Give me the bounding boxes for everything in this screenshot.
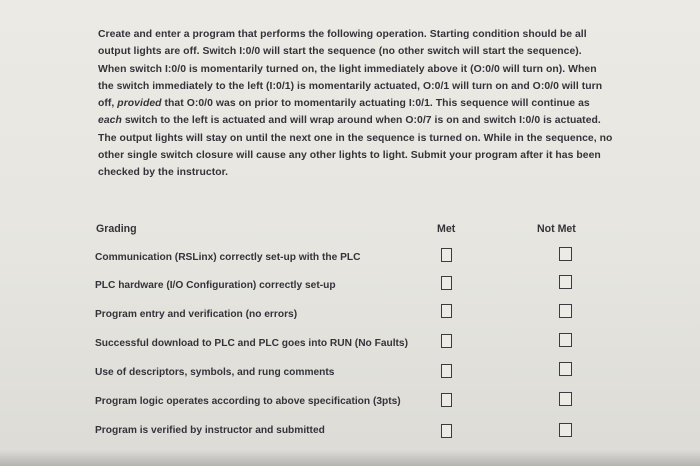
- met-checkbox-plc-hardware[interactable]: [441, 276, 452, 290]
- instruction-emphasis-each: each: [98, 115, 122, 127]
- instruction-line-6-end: switch to the left is actuated and will wrap around when O:0/7 is on and switch I:0/0 is actuated.: [121, 115, 601, 127]
- grading-item-program-entry: Program entry and verification (no errors): [95, 309, 298, 320]
- not-met-checkbox-descriptors[interactable]: [559, 362, 572, 376]
- met-checkbox-program-entry[interactable]: [441, 304, 452, 318]
- met-checkbox-communication[interactable]: [441, 248, 452, 262]
- instruction-line-7: The output lights will stay on until the next one in the sequence is turned on. While in the sequence, no: [98, 132, 613, 144]
- instruction-line-8: other single switch closure will cause any other lights to light. Submit your program after it has been: [98, 150, 601, 162]
- met-column-heading: Met: [437, 223, 456, 235]
- met-checkbox-download[interactable]: [441, 334, 452, 348]
- met-checkbox-verified[interactable]: [441, 424, 452, 438]
- assignment-instructions: [98, 26, 628, 182]
- met-checkbox-descriptors[interactable]: [441, 364, 452, 378]
- not-met-checkbox-program-entry[interactable]: [559, 304, 572, 318]
- not-met-checkbox-communication[interactable]: [559, 247, 572, 261]
- grading-item-descriptors: Use of descriptors, symbols, and rung comments: [95, 367, 335, 378]
- grading-item-communication: Communication (RSLinx) correctly set-up with the PLC: [95, 252, 361, 263]
- not-met-checkbox-program-logic[interactable]: [559, 392, 572, 406]
- met-checkbox-program-logic[interactable]: [441, 393, 452, 407]
- not-met-checkbox-verified[interactable]: [559, 423, 572, 437]
- instruction-line-1: Create and enter a program that performs the following operation. Starting condition should be all: [98, 29, 587, 40]
- instruction-line-5: [98, 95, 628, 112]
- instruction-line-3: When switch I:0/0 is momentarily turned on, the light immediately above it (O:0/0 will turn on). When: [98, 63, 597, 75]
- instruction-line-9: checked by the instructor.: [98, 167, 229, 179]
- grading-item-download: Successful download to PLC and PLC goes into RUN (No Faults): [95, 338, 408, 349]
- not-met-checkbox-download[interactable]: [559, 333, 572, 347]
- grading-item-plc-hardware: PLC hardware (I/O Configuration) correctly set-up: [95, 280, 336, 291]
- not-met-checkbox-plc-hardware[interactable]: [559, 275, 572, 289]
- instruction-line-6: [98, 112, 628, 129]
- instruction-emphasis-provided: provided: [117, 98, 162, 110]
- instruction-line-5-end: that O:0/0 was on prior to momentarily actuating I:0/1. This sequence will continue as: [161, 98, 590, 110]
- not-met-column-heading: Not Met: [537, 223, 576, 235]
- grading-item-program-logic: Program logic operates according to above specification (3pts): [95, 396, 401, 407]
- page-bottom-shadow: [0, 450, 700, 466]
- grading-item-verified: Program is verified by instructor and submitted: [95, 425, 325, 436]
- grading-heading: Grading: [96, 223, 137, 235]
- instruction-line-2: output lights are off. Switch I:0/0 will start the sequence (no other switch will start the sequence).: [98, 46, 582, 58]
- instruction-line-5-start: off,: [98, 98, 118, 110]
- instruction-line-4: the switch immediately to the left (I:0/1) is momentarily actuated, O:0/1 will turn on and O:0/0 will turn: [98, 80, 603, 92]
